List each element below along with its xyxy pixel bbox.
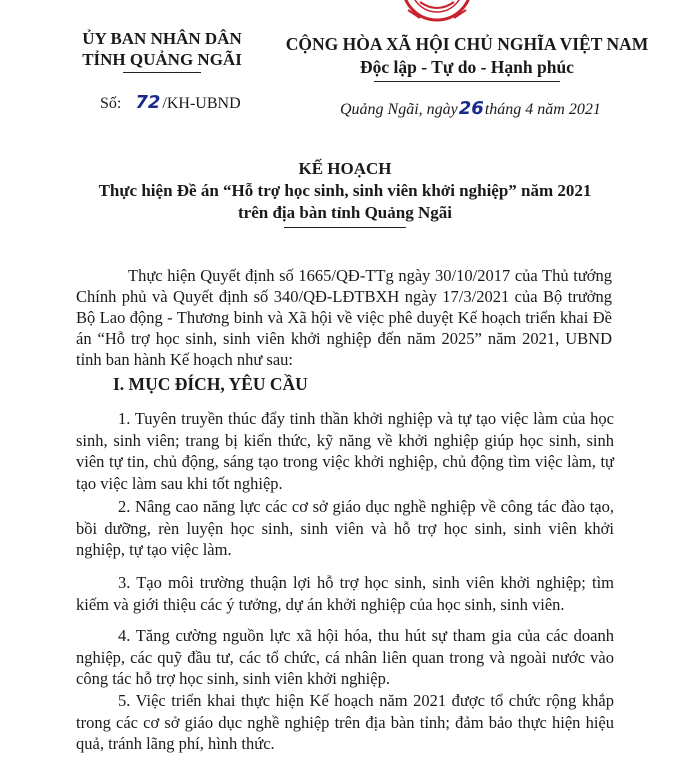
authority-line-1: ỦY BAN NHÂN DÂN (82, 29, 242, 48)
doc-number-suffix: /KH-UBND (162, 95, 241, 112)
authority-line-2: TỈNH QUẢNG NGÃI (82, 50, 242, 69)
paragraph-3: 3. Tạo môi trường thuận lợi hỗ trợ học sinh, sinh viên khởi nghiệp; tìm kiếm và giới thiệu các ý tưởng, dự án khởi nghiệp của học sinh, sinh viên. (76, 573, 614, 614)
date-prefix: Quảng Ngãi, ngày (340, 101, 458, 118)
title-heading: KẾ HOẠCH (298, 159, 392, 178)
date-handwritten-day: 26 (458, 98, 484, 119)
intro-paragraph: Thực hiện Quyết định số 1665/QĐ-TTg ngày 30/10/2017 của Thủ tướng Chính phủ và Quyết định số 340/QĐ-LĐTBXH ngày 17/3/2021 của Bộ trưởng Bộ Lao động - Thương binh và Xã hội về việc phê duyệt Kế hoạch triển khai Đề án “Hỗ trợ học sinh, sinh viên khởi nghiệp đến năm 2025” năm 2021, UBND tỉnh ban hành Kế hoạch như sau: (76, 266, 612, 369)
doc-number-handwritten: 72 (135, 92, 161, 113)
document-title (60, 158, 630, 228)
national-motto (282, 33, 652, 82)
country-name: CỘNG HÒA XÃ HỘI CHỦ NGHĨA VIỆT NAM (285, 34, 649, 54)
document-number (100, 92, 241, 113)
doc-number-prefix: Số: (100, 95, 122, 112)
authority-underline (123, 72, 201, 73)
red-seal-stamp (400, 0, 474, 24)
place-date-line (340, 98, 601, 119)
title-underline (284, 227, 406, 228)
paragraph-2: 2. Nâng cao năng lực các cơ sở giáo dục nghề nghiệp về công tác đào tạo, bồi dưỡng, rèn luyện học sinh, sinh viên và hỗ trợ học sinh, sinh viên khởi nghiệp, tự tạo việc làm. (76, 497, 614, 559)
motto-line: Độc lập - Tự do - Hạnh phúc (360, 57, 574, 77)
title-subtitle-1: Thực hiện Đề án “Hỗ trợ học sinh, sinh viên khởi nghiệp” năm 2021 (98, 181, 592, 200)
section-heading: I. MỤC ĐÍCH, YÊU CẦU (113, 374, 308, 394)
title-subtitle-2: trên địa bàn tỉnh Quảng Ngãi (238, 203, 452, 222)
date-suffix: tháng 4 năm 2021 (484, 101, 601, 118)
paragraph-4: 4. Tăng cường nguồn lực xã hội hóa, thu hút sự tham gia của các doanh nghiệp, các quỹ đầu tư, các tổ chức, cá nhân liên quan trong và ngoài nước vào công tác hỗ trợ học sinh, sinh viên khởi nghiệp. (76, 626, 614, 688)
paragraph-1: 1. Tuyên truyền thúc đẩy tinh thần khởi nghiệp và tự tạo việc làm của học sinh, sinh viên; trang bị kiến thức, kỹ năng về khởi nghiệp giúp học sinh, sinh viên tự tin, chủ động, sáng tạo trong việc khởi nghiệp, chủ động tìm việc làm, tự tạo việc làm sau khi tốt nghiệp. (76, 409, 614, 493)
motto-underline (374, 81, 560, 82)
issuing-authority (62, 28, 262, 73)
paragraph-5: 5. Việc triển khai thực hiện Kế hoạch năm 2021 được tổ chức rộng khắp trong các cơ sở giáo dục nghề nghiệp trên địa bàn tỉnh; đảm bảo thực hiện hiệu quả, tránh lãng phí, hình thức. (76, 691, 614, 753)
